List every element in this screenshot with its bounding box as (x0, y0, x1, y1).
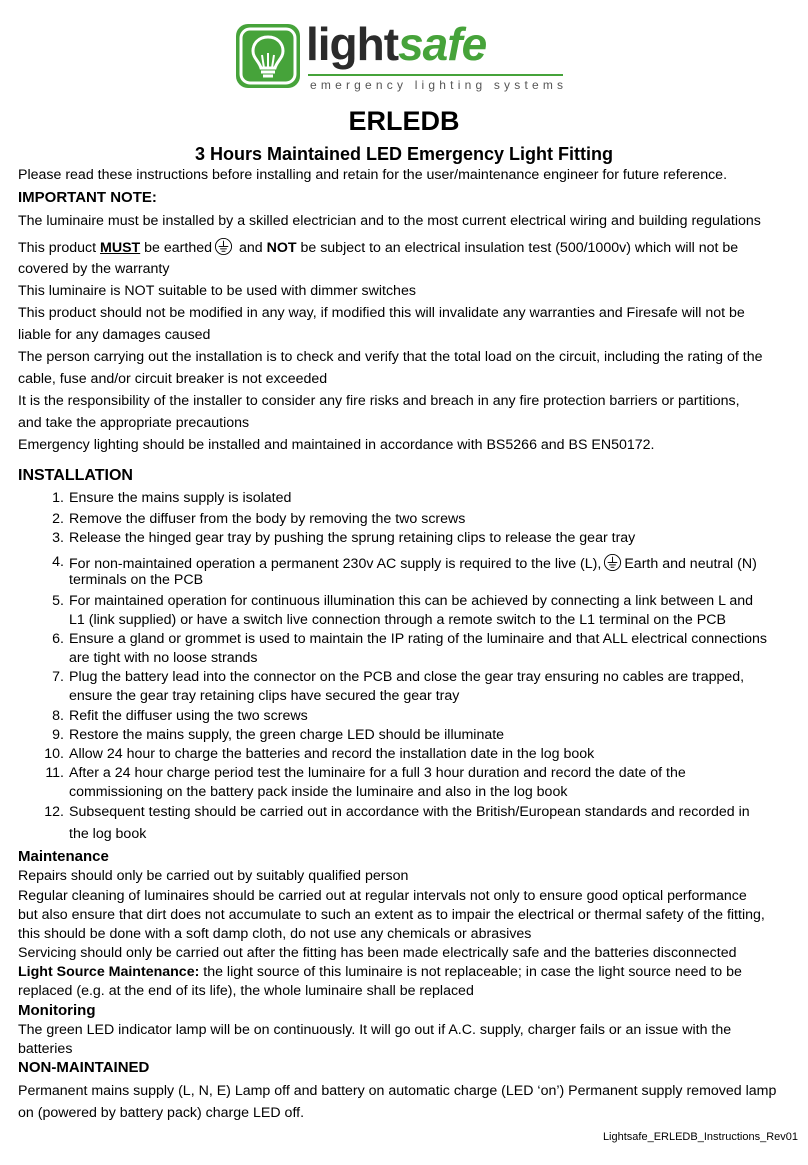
list-item-continued: commissioning on the battery pack inside the luminaire and also in the log book (69, 784, 568, 800)
important-note-heading: IMPORTANT NOTE: (18, 189, 157, 206)
earthed-text (18, 237, 738, 258)
skilled-electrician-text: The luminaire must be installed by a skilled electrician and to the most current electrical wiring and building regulations (18, 213, 761, 229)
non-maintained-text-line1: Permanent mains supply (L, N, E) Lamp off and battery on automatic charge (LED ‘on’) Permanent supply removed lamp (18, 1083, 777, 1099)
load-text-line1: The person carrying out the installation is to check and verify that the total load on the circuit, including the rating of the (18, 349, 763, 365)
list-item-continued: terminals on the PCB (69, 572, 204, 588)
monitoring-heading: Monitoring (18, 1002, 96, 1019)
list-item-number: 1. (52, 490, 64, 506)
light-source-label: Light Source Maintenance: (18, 964, 200, 980)
warranty-text: covered by the warranty (18, 261, 170, 277)
list-item: Ensure the mains supply is isolated (69, 490, 292, 506)
logo-word-safe: safe (398, 18, 487, 70)
earth-symbol-icon (603, 553, 622, 572)
maintenance-heading: Maintenance (18, 848, 109, 865)
list-item: Restore the mains supply, the green charge LED should be illuminate (69, 727, 505, 743)
non-maintained-heading: NON-MAINTAINED (18, 1059, 150, 1076)
intro-text: Please read these instructions before installing and retain for the user/maintenance engineer for future reference. (18, 167, 728, 183)
monitoring-text-line1: The green LED indicator lamp will be on continuously. It will go out if A.C. supply, charger fails or an issue with the (18, 1022, 732, 1038)
cleaning-text-line2: but also ensure that dirt does not accumulate to such an extent as to impair the electrical or thermal safety of the fitting, (18, 907, 765, 923)
standards-text: Emergency lighting should be installed and maintained in accordance with BS5266 and BS EN50172. (18, 437, 655, 453)
fire-text-line2: and take the appropriate precautions (18, 415, 250, 431)
earthed-text-b: be earthed (140, 240, 213, 256)
list-item-number: 4. (52, 554, 64, 570)
modify-text-line1: This product should not be modified in any way, if modified this will invalidate any warranties and Firesafe will not be (18, 305, 745, 321)
list-item-continued: L1 (link supplied) or have a switch live connection through a remote switch to the L1 terminal on the PCB (69, 612, 726, 628)
list-item-number: 11. (45, 765, 64, 781)
dimmer-text: This luminaire is NOT suitable to be used with dimmer switches (18, 283, 416, 299)
logo-tagline: emergency lighting systems (310, 78, 568, 92)
earthed-text-d: be subject to an electrical insulation test (500/1000v) which will not be (296, 240, 739, 256)
earthed-text-c: and (235, 240, 267, 256)
document-title: ERLEDB (348, 106, 460, 136)
light-source-text-line1 (18, 963, 742, 982)
list-item-number: 10. (44, 746, 64, 762)
list-item: Ensure a gland or grommet is used to maintain the IP rating of the luminaire and that ALL electrical connections (69, 631, 767, 647)
document-subtitle: 3 Hours Maintained LED Emergency Light Fitting (194, 144, 614, 164)
list-item: Remove the diffuser from the body by removing the two screws (69, 511, 466, 527)
list-item: Plug the battery lead into the connector on the PCB and close the gear tray ensuring no cables are trapped, (69, 669, 745, 685)
list-item-text-b: Earth and neutral (N) (624, 556, 757, 572)
bulb-logo-icon (236, 24, 300, 88)
list-item-number: 8. (52, 708, 64, 724)
logo-wordmark (306, 16, 486, 72)
list-item-number: 12. (44, 804, 64, 820)
earth-symbol-icon (214, 237, 233, 256)
list-item-number: 7. (52, 669, 64, 685)
list-item: Subsequent testing should be carried out in accordance with the British/European standards and recorded in (69, 804, 750, 820)
list-item: For maintained operation for continuous illumination this can be achieved by connecting a link between L and (69, 593, 754, 609)
list-item-continued: the log book (69, 826, 147, 842)
earthed-text-a: This product (18, 240, 101, 256)
logo-underline (308, 74, 563, 76)
list-item-number: 3. (52, 530, 64, 546)
cleaning-text-line3: this should be done with a soft damp cloth, do not use any chemicals or abrasives (18, 926, 532, 942)
load-text-line2: cable, fuse and/or circuit breaker is not exceeded (18, 371, 328, 387)
not-emphasis: NOT (266, 240, 297, 256)
repairs-text: Repairs should only be carried out by suitably qualified person (18, 868, 409, 884)
list-item-text-a: For non-maintained operation a permanent 230v AC supply is required to the live (L), (69, 556, 602, 572)
list-item: Refit the diffuser using the two screws (69, 708, 308, 724)
cleaning-text-line1: Regular cleaning of luminaires should be carried out at regular intervals not only to ensure good optical performance (18, 888, 747, 904)
installation-heading: INSTALLATION (18, 467, 133, 484)
non-maintained-text-line2: on (powered by battery pack) charge LED off. (18, 1105, 305, 1121)
list-item-continued: are tight with no loose strands (69, 650, 258, 666)
light-source-text-line2: replaced (e.g. at the end of its life), the whole luminaire shall be replaced (18, 983, 474, 999)
list-item: Release the hinged gear tray by pushing the sprung retaining clips to release the gear tray (69, 530, 636, 546)
lightsafe-logo (236, 18, 568, 92)
logo-word-light: light (306, 18, 399, 70)
list-item-number: 6. (52, 631, 64, 647)
list-item: Allow 24 hour to charge the batteries and record the installation date in the log book (69, 746, 595, 762)
fire-text-line1: It is the responsibility of the installer to consider any fire risks and breach in any fire protection barriers or partitions, (18, 393, 740, 409)
list-item-continued: ensure the gear tray retaining clips have secured the gear tray (69, 688, 460, 704)
document-reference-footer: Lightsafe_ERLEDB_Instructions_Rev01 (602, 1131, 798, 1143)
list-item-number: 2. (52, 511, 64, 527)
list-item-number: 5. (52, 593, 64, 609)
list-item-number: 9. (52, 727, 64, 743)
monitoring-text-line2: batteries (18, 1041, 73, 1057)
light-source-text: the light source of this luminaire is not replaceable; in case the light source need to be (199, 964, 742, 980)
servicing-text: Servicing should only be carried out after the fitting has been made electrically safe and the batteries disconnected (18, 945, 737, 961)
list-item: After a 24 hour charge period test the luminaire for a full 3 hour duration and record the date of the (69, 765, 686, 781)
modify-text-line2: liable for any damages caused (18, 327, 211, 343)
must-emphasis: MUST (100, 240, 141, 256)
